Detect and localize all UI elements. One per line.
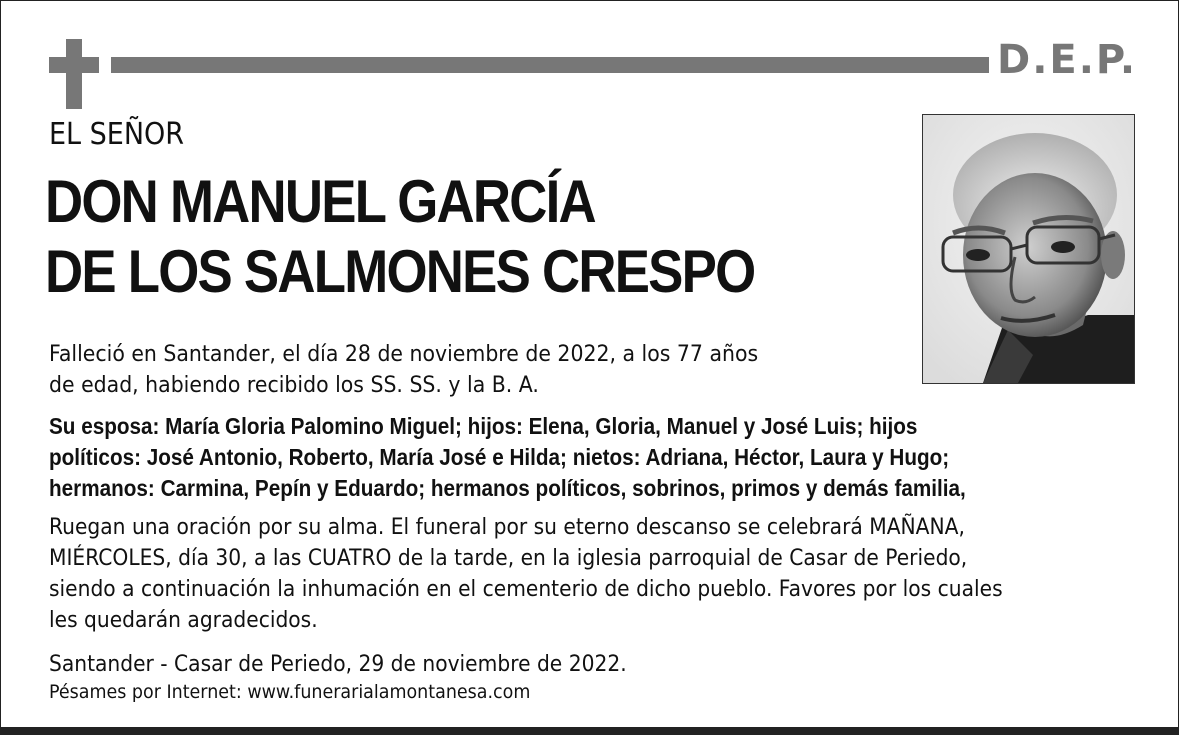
dep-label: D.E.P. [997,37,1138,83]
place-date: Santander - Casar de Periedo, 29 de noviembre de 2022. [49,652,627,677]
prayer-line-3: siendo a continuación la inhumación en el cementerio de dicho pueblo. Favores por los cuales [49,577,1003,602]
portrait-icon [923,115,1134,383]
death-line-1: Falleció en Santander, el día 28 de noviembre de 2022, a los 77 años [49,342,759,367]
funeral-notice [49,512,1107,636]
family-line-2: políticos: José Antonio, Roberto, María José e Hilda; nietos: Adriana, Héctor, Laura y Hugo; [49,444,950,470]
family-list [49,411,1129,504]
deceased-name [45,167,754,307]
prayer-line-4: les quedarán agradecidos. [49,608,318,633]
condolences-link[interactable]: Pésames por Internet: www.funerarialamontanesa.com [49,681,531,703]
name-line-1: DON MANUEL GARCÍA [45,168,595,235]
cross-icon [49,39,99,109]
prayer-line-2: MIÉRCOLES, día 30, a las CUATRO de la tarde, en la iglesia parroquial de Casar de Periedo, [49,546,968,571]
family-line-1: Su esposa: María Gloria Palomino Miguel; hijos: Elena, Gloria, Manuel y José Luis; hijos [49,413,918,439]
death-notice [49,339,886,401]
name-line-2: DE LOS SALMONES CRESPO [45,238,755,305]
honorific-prefix: EL SEÑOR [49,117,185,152]
header-rule [111,57,989,73]
portrait-photo [922,114,1135,384]
prayer-line-1: Ruegan una oración por su alma. El funeral por su eterno descanso se celebrará MAÑANA, [49,515,965,540]
family-line-3: hermanos: Carmina, Pepín y Eduardo; hermanos políticos, sobrinos, primos y demás familia, [49,475,966,501]
death-line-2: de edad, habiendo recibido los SS. SS. y la B. A. [49,373,539,398]
